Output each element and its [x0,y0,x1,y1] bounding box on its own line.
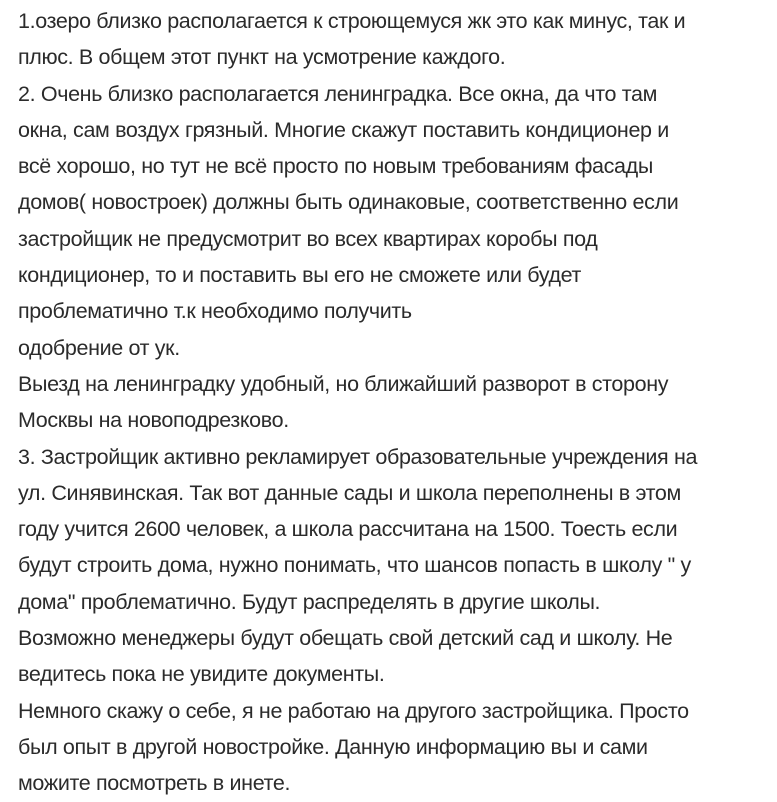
text-line: кондиционер, то и поставить вы его не сможете или будет [18,263,582,288]
text-line: 1.озеро близко располагается к строющемуся жк это как минус, так и [18,9,686,33]
text-line: был опыт в другой новостройке. Данную информацию вы и сами [18,734,648,759]
text-line: ведитесь пока не увидите документы. [18,662,385,687]
text-line: домов( новостроек) должны быть одинаковые, соответственно если [18,190,679,215]
text-line: будут строить дома, нужно понимать, что шансов попасть в школу " у [18,553,691,578]
text-line: проблематично т.к необходимо получить [18,299,412,324]
text-line: плюс. В общем этот пункт на усмотрение каждого. [18,45,506,70]
text-line: 3. Застройщик активно рекламирует образовательные учреждения на [18,444,698,469]
text-line: Москвы на новоподрезково. [18,408,289,433]
text-line: Немного скажу о себе, я не работаю на другого застройщика. Просто [18,698,689,723]
text-line: всё хорошо, но тут не всё просто по новым требованиям фасады [18,154,653,179]
text-line: 2. Очень близко располагается ленинградка. Все окна, да что там [18,81,658,106]
text-line: окна, сам воздух грязный. Многие скажут поставить кондиционер и [18,117,669,142]
text-line: можите посмотреть в инете. [18,771,291,796]
text-line: ул. Синявинская. Так вот данные сады и школа переполнены в этом [18,480,681,505]
text-line: дома" проблематично. Будут распределять в другие школы. [18,589,601,614]
text-line: одобрение от ук. [18,335,180,360]
text-line: году учится 2600 человек, а школа рассчитана на 1500. Тоесть если [18,517,678,542]
text-line: застройщик не предусмотрит во всех квартирах коробы под [18,226,598,251]
text-line: Выезд на ленинградку удобный, но ближайший разворот в сторону [18,371,669,396]
text-line: Возможно менеджеры будут обещать свой детский сад и школу. Не [18,626,673,651]
